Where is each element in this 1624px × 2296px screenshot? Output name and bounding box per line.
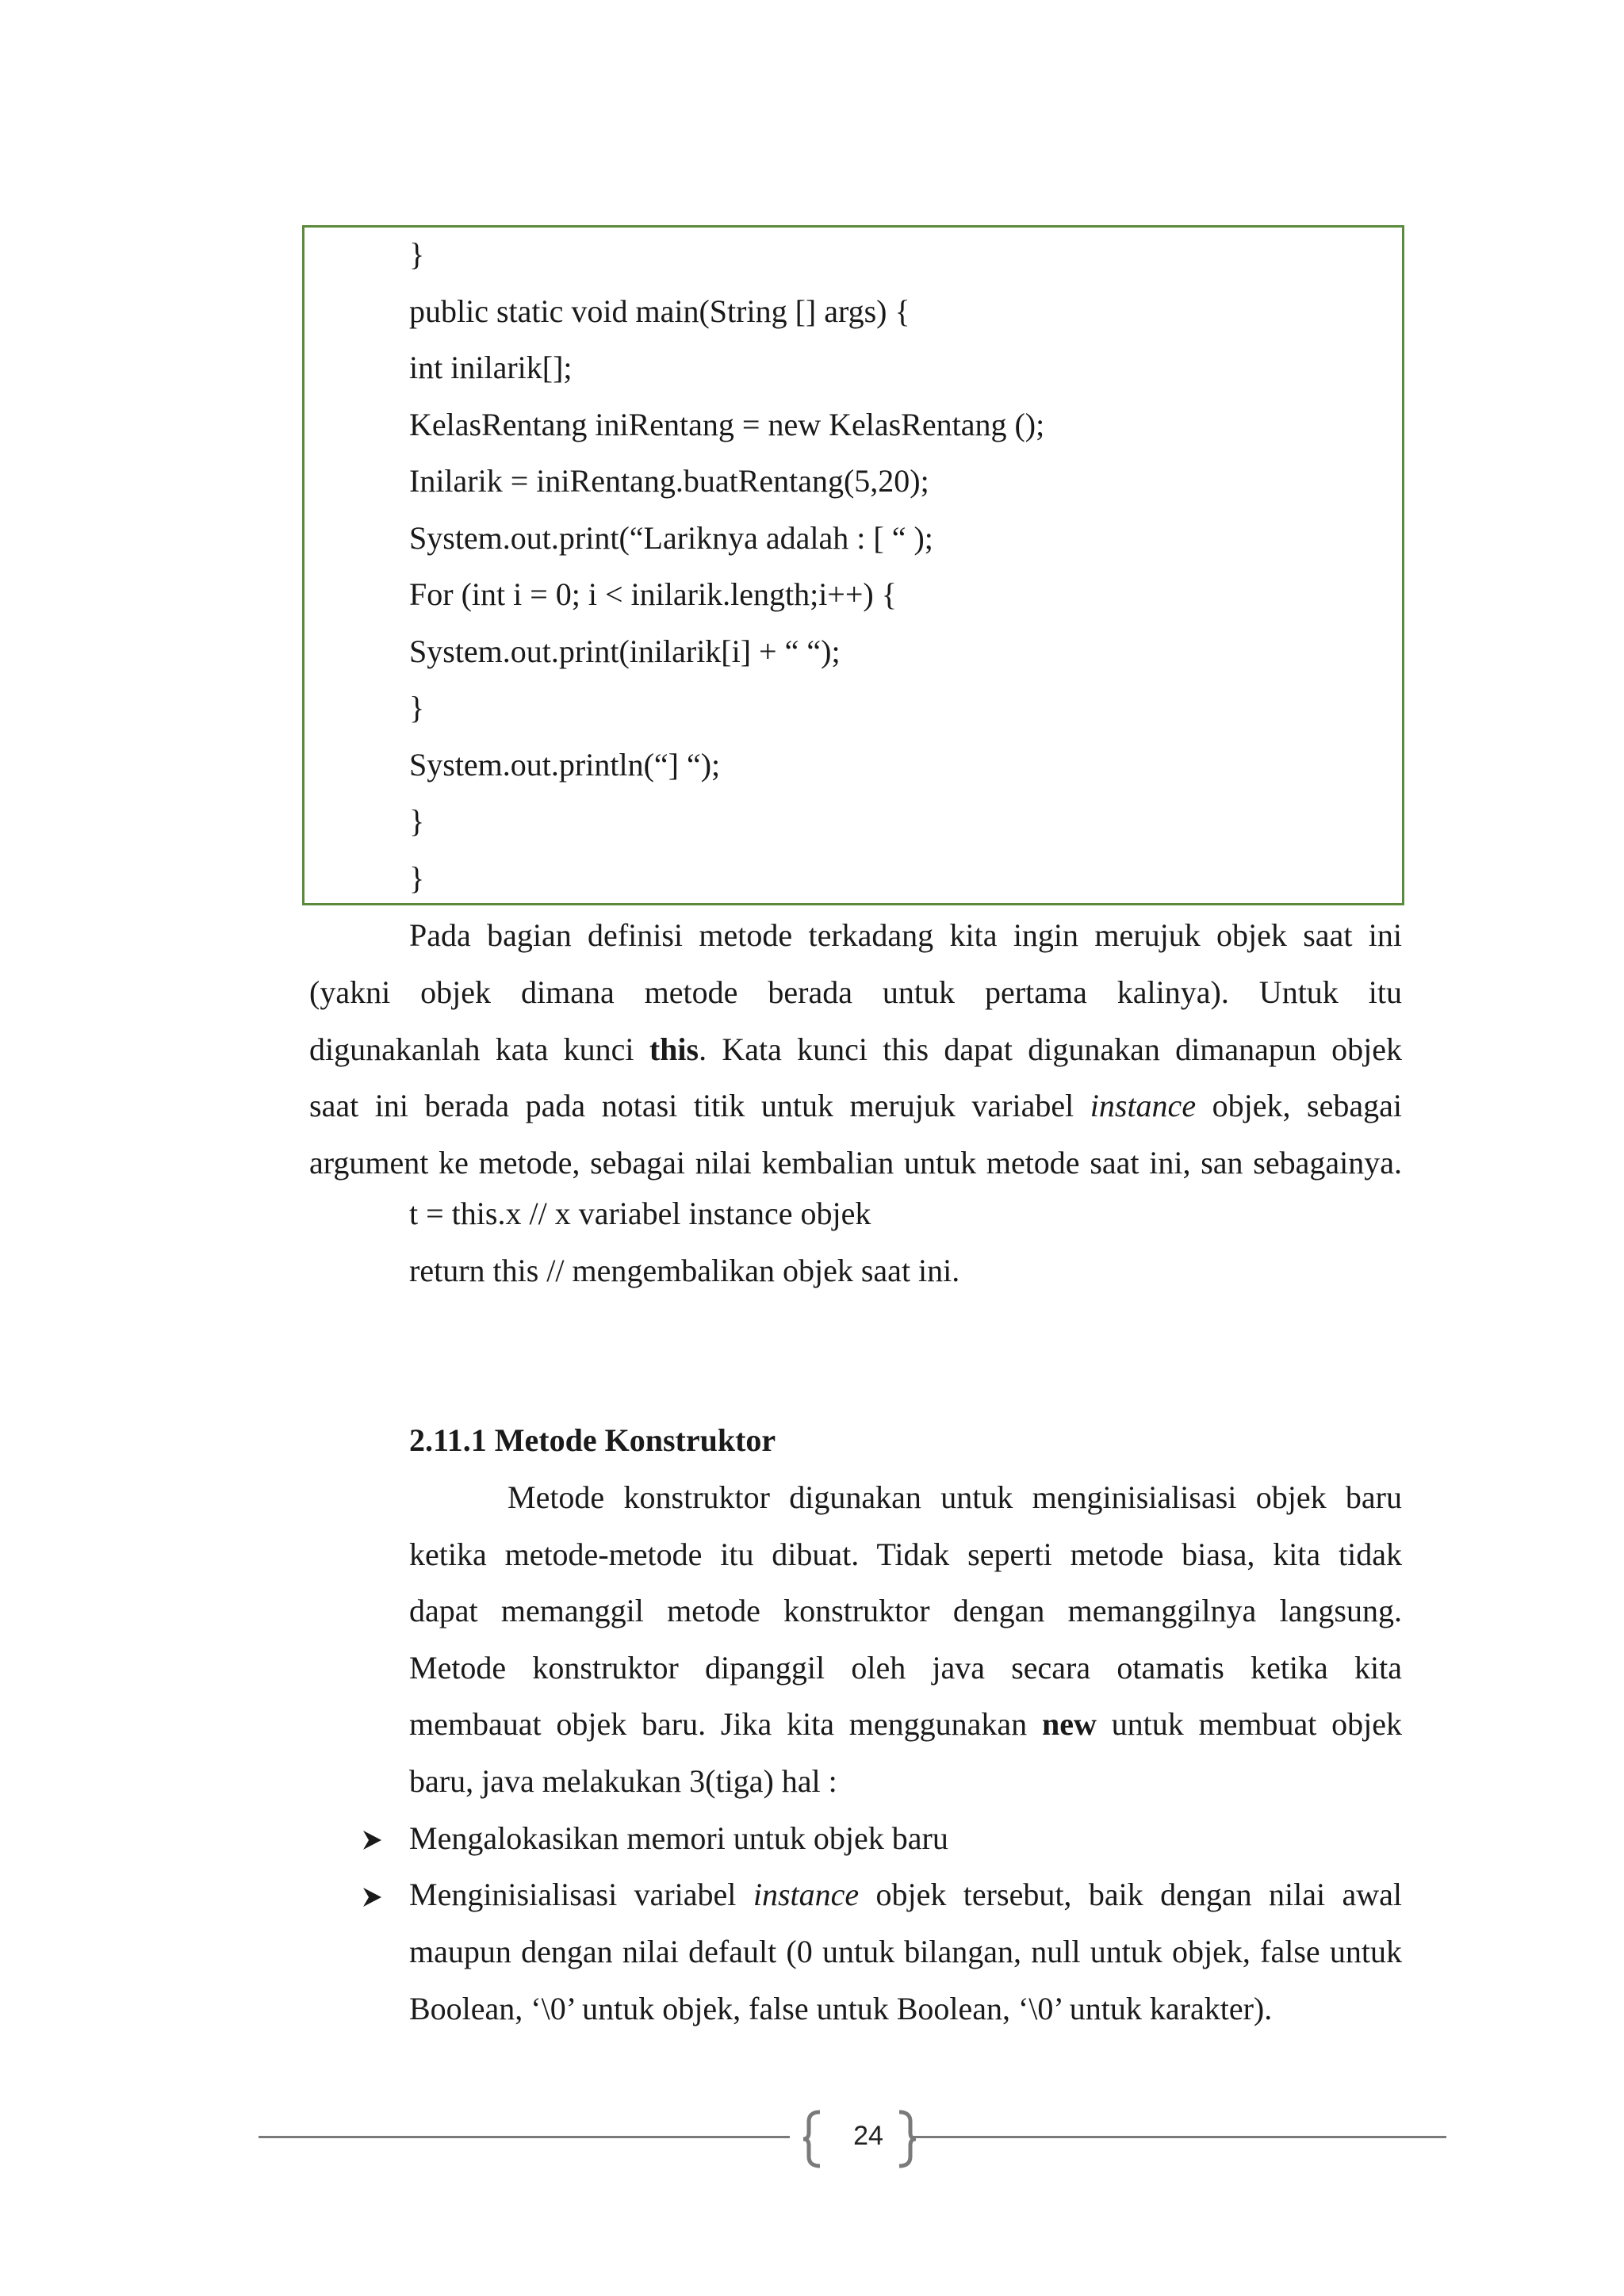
arrow-bullet-icon [361,1885,385,1909]
paragraph-line [309,1087,1402,1125]
arrow-bullet-icon [361,1828,385,1852]
bullet-item-line: maupun dengan nilai default (0 untuk bilangan, null untuk objek, false untuk [409,1934,1402,1969]
code-line: System.out.println(“] “); [409,746,721,783]
code-line: For (int i = 0; i < inilarik.length;i++) { [409,576,897,612]
page-number: 24 [853,2121,883,2151]
text: objek tersebut, baik dengan nilai awal [859,1877,1403,1912]
paragraph-line: ketika metode-metode itu dibuat. Tidak seperti metode biasa, kita tidak [409,1536,1402,1572]
keyword-new: new [1041,1706,1097,1742]
footer-rule-right [910,2136,1446,2138]
code-line: KelasRentang iniRentang = new KelasRentang (); [409,406,1045,442]
text: . Kata kunci this dapat digunakan dimanapun objek [699,1031,1402,1067]
paragraph-line: (yakni objek dimana metode berada untuk pertama kalinya). Untuk itu [309,974,1402,1010]
bullet-item-line: Boolean, ‘\0’ untuk objek, false untuk Boolean, ‘\0’ untuk karakter). [409,1991,1273,2026]
code-line: System.out.print(inilarik[i] + “ “); [409,633,841,669]
code-line: public static void main(String [] args) { [409,293,910,329]
paragraph-line [309,1031,1402,1069]
paragraph-line: Pada bagian definisi metode terkadang kita ingin merujuk objek saat ini [409,917,1402,953]
section-heading: 2.11.1 Metode Konstruktor [409,1422,776,1458]
footer-rule-left [259,2136,790,2138]
example-line: t = this.x // x variabel instance objek [409,1196,871,1231]
text: digunakanlah kata kunci [309,1031,649,1067]
paragraph-line: Metode konstruktor dipanggil oleh java secara otamatis ketika kita [409,1650,1402,1686]
text: saat ini berada pada notasi titik untuk merujuk variabel [309,1088,1090,1123]
keyword-this: this [649,1031,699,1067]
code-line: } [409,236,425,272]
italic-term: instance [753,1877,860,1912]
code-line: } [409,803,425,839]
paragraph-line: baru, java melakukan 3(tiga) hal : [409,1763,837,1799]
code-line: int inilarik[]; [409,350,573,385]
bullet-item [409,1876,1402,1914]
paragraph-line: dapat memanggil metode konstruktor dengan memanggilnya langsung. [409,1593,1402,1628]
text: membauat objek baru. Jika kita menggunakan [409,1706,1042,1742]
code-line: System.out.print(“Lariknya adalah : [ “ ); [409,519,933,556]
code-line: } [409,859,425,896]
text: Menginisialisasi variabel [409,1877,753,1912]
example-line: return this // mengembalikan objek saat ini. [409,1253,960,1288]
paragraph-line: argument ke metode, sebagai nilai kembalian untuk metode saat ini, san sebagainya. [309,1145,1402,1181]
code-line: } [409,690,425,725]
text: untuk membuat objek [1096,1706,1403,1742]
paragraph-line [409,1705,1402,1743]
bullet-item: Mengalokasikan memori untuk objek baru [409,1820,948,1856]
code-line: Inilarik = iniRentang.buatRentang(5,20); [409,463,929,499]
paragraph-line: Metode konstruktor digunakan untuk menginisialisasi objek baru [508,1479,1402,1515]
italic-term: instance [1090,1088,1197,1123]
text: objek, sebagai [1196,1088,1403,1123]
